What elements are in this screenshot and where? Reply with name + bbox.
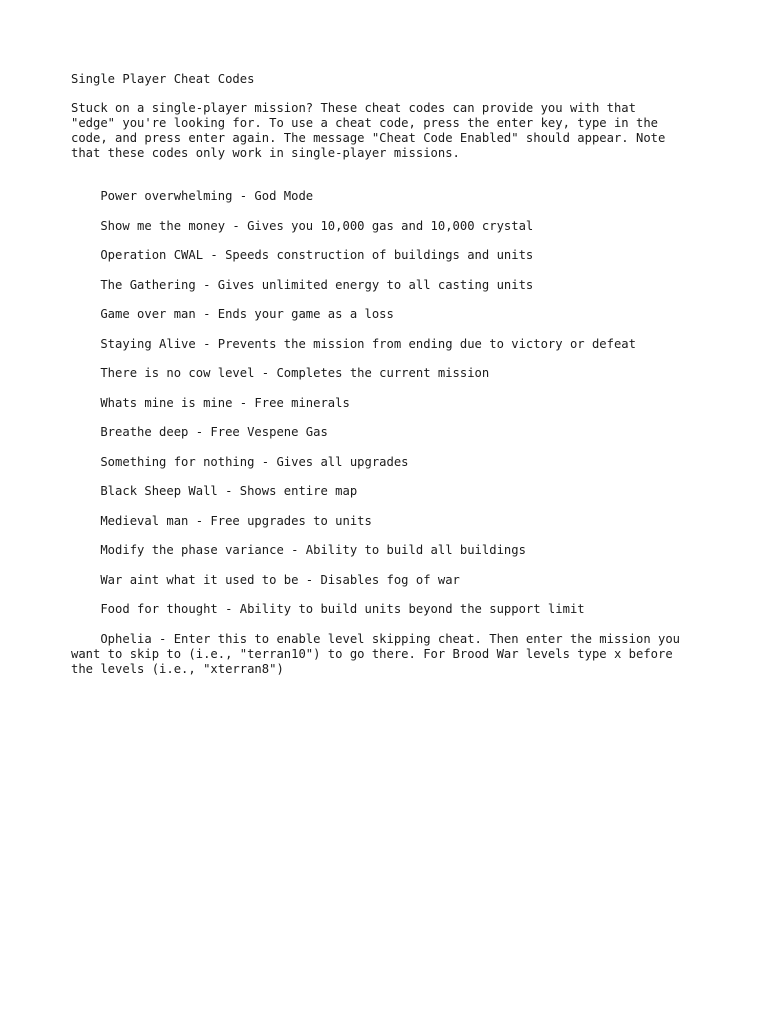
list-item: Black Sheep Wall - Shows entire map bbox=[71, 484, 358, 498]
intro-paragraph: Stuck on a single-player mission? These cheat codes can provide you with that "edge" you're looking for. To use a cheat code, press the enter key, type in the code, and press enter again. The message "Cheat Code Enabled" should appear. Note that these codes only work in single-player missions. bbox=[71, 101, 666, 160]
list-item: Staying Alive - Prevents the mission from ending due to victory or defeat bbox=[71, 336, 636, 351]
document-title: Single Player Cheat Codes bbox=[71, 72, 255, 86]
list-item: Medieval man - Free upgrades to units bbox=[71, 513, 372, 528]
list-item: Modify the phase variance - Ability to build all buildings bbox=[71, 543, 526, 557]
list-item: Breathe deep - Free Vespene Gas bbox=[71, 425, 328, 439]
list-item: Food for thought - Ability to build units beyond the support limit bbox=[71, 602, 585, 616]
list-item: War aint what it used to be - Disables fog of war bbox=[71, 572, 460, 587]
list-item: Ophelia - Enter this to enable level skipping cheat. Then enter the mission you want to skip to (i.e., "terran10") to go there. For Brood War levels type x before the levels (i.e., "xterran8") bbox=[71, 631, 681, 676]
list-item: Operation CWAL - Speeds construction of buildings and units bbox=[71, 248, 534, 262]
list-item: Whats mine is mine - Free minerals bbox=[71, 395, 350, 410]
list-item: Power overwhelming - God Mode bbox=[71, 189, 314, 203]
list-item: There is no cow level - Completes the current mission bbox=[71, 366, 490, 380]
list-item: Show me the money - Gives you 10,000 gas and 10,000 crystal bbox=[71, 218, 534, 233]
list-item: Something for nothing - Gives all upgrades bbox=[71, 454, 409, 469]
list-item: The Gathering - Gives unlimited energy to all casting units bbox=[71, 277, 534, 292]
cheat-code-list bbox=[71, 189, 711, 677]
list-item: Game over man - Ends your game as a loss bbox=[71, 307, 394, 321]
document-page bbox=[71, 72, 711, 677]
